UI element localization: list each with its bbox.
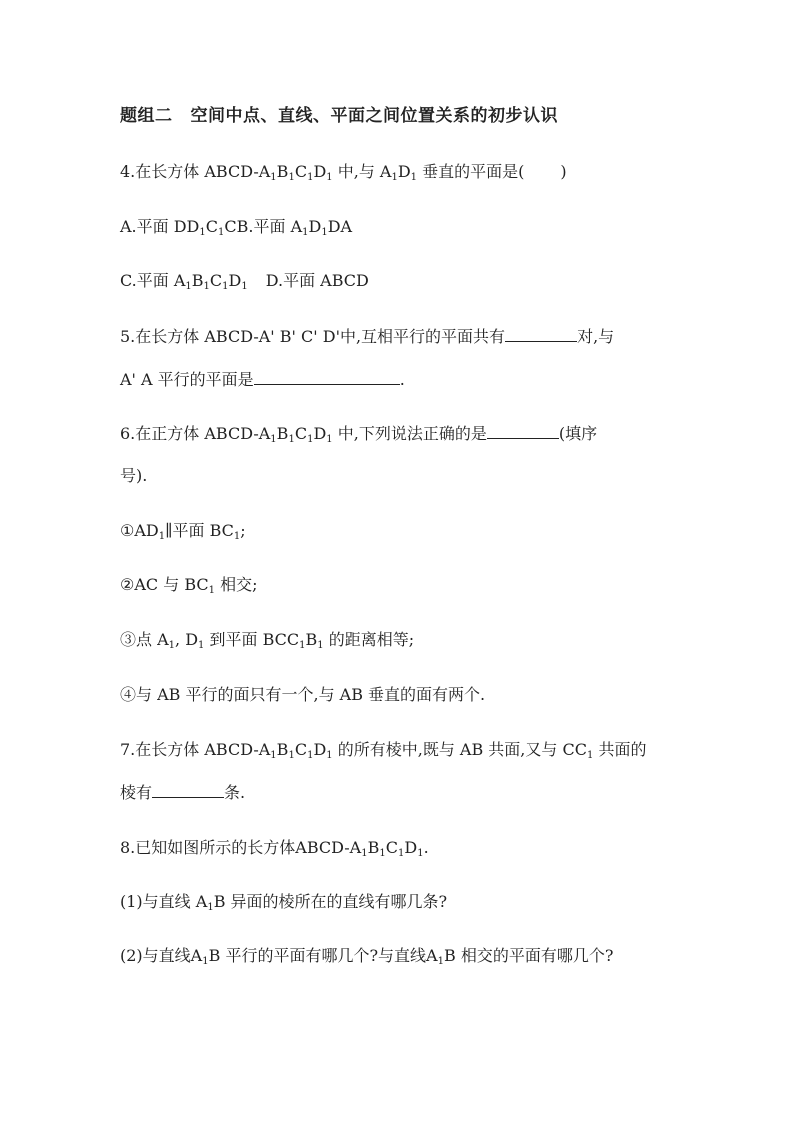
question-5-line-2: A' A 平行的平面是 . (120, 370, 405, 389)
answer-blank (254, 370, 400, 385)
answer-blank (505, 327, 577, 342)
question-4-stem: 4.在长方体 ABCD-$A_1B_1C_1D_1$ 中,与 $A_1D_1$ 垂直的平面是( ) (120, 162, 567, 183)
section-title: 空间中点、直线、平面之间位置关系的初步认识 (190, 106, 558, 126)
question-6-statement-1: $①AD_1\parallel$平面 $BC_1$; (120, 521, 246, 542)
question-4-options-ab: A.平面 $DD_1C_1CB$.平面 $A_1D_1DA$ (120, 217, 353, 238)
section-label: 题组二 (120, 106, 173, 126)
question-6-line-1: 6.在正方体 ABCD-$A_1B_1C_1D_1$ 中,下列说法正确的是 (填序 (120, 424, 598, 445)
question-6-statement-3: ③点 $A_1$, $D_1$ 到平面 $BCC_1B_1$ 的距离相等; (120, 630, 415, 651)
question-6-statement-2: ②AC 与 $BC_1$ 相交; (120, 575, 258, 596)
question-4-options-cd: C.平面 $A_1B_1C_1D_1$ D.平面 ABCD (120, 271, 369, 292)
answer-blank (152, 783, 224, 798)
section-heading (120, 106, 558, 126)
question-5-line-1: 5.在长方体 ABCD-A' B' C' D'中,互相平行的平面共有 对,与 (120, 327, 615, 346)
question-6-line-2: 号). (120, 466, 148, 485)
question-8-part-2: (2)与直线$A_1B$ 平行的平面有哪几个?与直线$A_1B$ 相交的平面有哪几个? (120, 946, 614, 967)
question-8-stem: 8.已知如图所示的长方体ABCD-$A_1B_1C_1D_1$. (120, 838, 429, 859)
question-7-line-1: 7.在长方体 ABCD-$A_1B_1C_1D_1$ 的所有棱中,既与 AB 共面,又与 $CC_1$ 共面的 (120, 740, 647, 761)
question-7-line-2: 棱有 条. (120, 783, 246, 802)
answer-blank (487, 424, 559, 439)
question-8-part-1: (1)与直线 $A_1B$ 异面的棱所在的直线有哪几条? (120, 892, 448, 913)
question-6-statement-4: ④与 AB 平行的面只有一个,与 AB 垂直的面有两个. (120, 685, 486, 704)
